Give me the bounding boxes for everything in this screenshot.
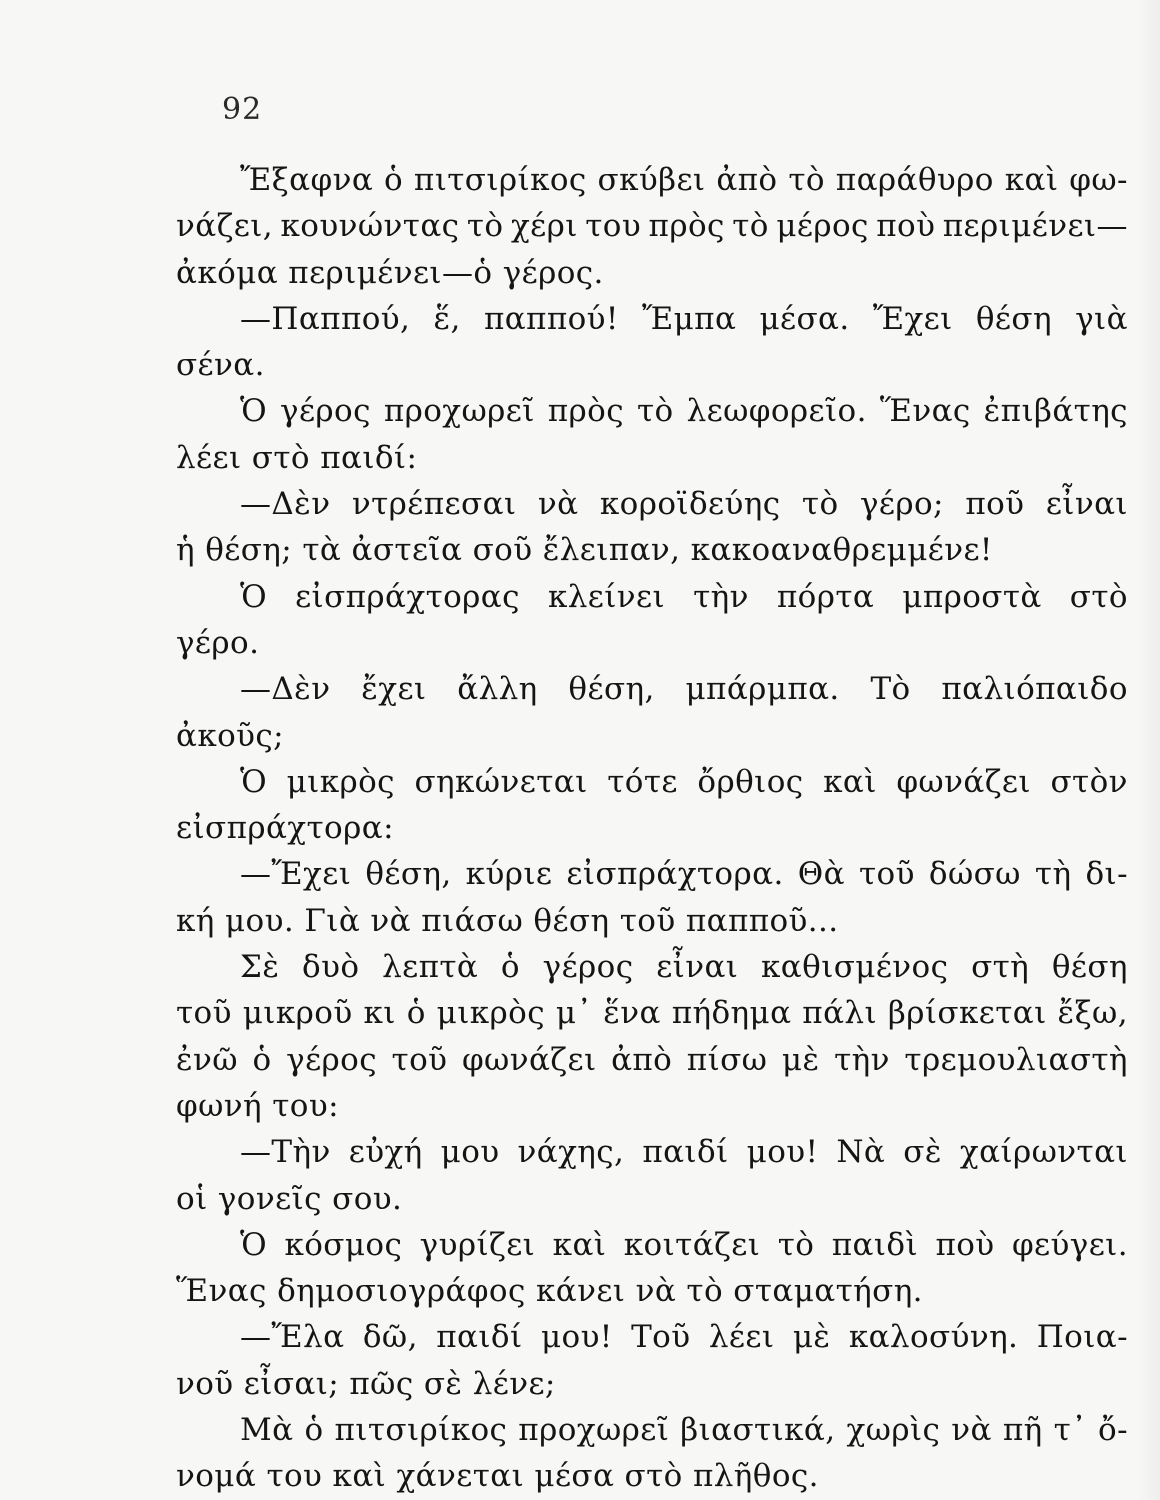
text-line: Ὁ μικρὸς σηκώνεται τότε ὄρθιος καὶ φωνάζει στὸν [240, 763, 1128, 800]
text-line: Ὁ εἰσπράχτορας κλείνει τὴν πόρτα μπροστὰ στὸ [240, 578, 1128, 615]
text-line: ἀκόμα περιμένει—ὁ γέρος. [176, 254, 604, 291]
body-text [176, 157, 1128, 1500]
text-line: ἀκοῦς; [176, 717, 285, 754]
text-line: —Παππού, ἕ, παππού! Ἔμπα μέσα. Ἔχει θέση γιὰ [240, 300, 1128, 337]
text-line: —Ἔλα δῶ, παιδί μου! Τοῦ λέει μὲ καλοσύνη. Ποια- [240, 1319, 1128, 1356]
text-line: Ἔξαφνα ὁ πιτσιρίκος σκύβει ἀπὸ τὸ παράθυρο καὶ φω- [240, 162, 1128, 198]
text-line: Σὲ δυὸ λεπτὰ ὁ γέρος εἶναι καθισμένος στὴ θέση [240, 949, 1128, 986]
paragraph-6 [176, 666, 1128, 759]
text-line: νοῦ εἶσαι; πῶς σὲ λένε; [176, 1365, 556, 1402]
text-line: νάζει, κουνώντας τὸ χέρι του πρὸς τὸ μέρος ποὺ περιμένει— [176, 208, 1128, 245]
text-line: Μὰ ὁ πιτσιρίκος προχωρεῖ βιαστικά, χωρὶς νὰ πῆ τ᾽ ὄ- [240, 1412, 1128, 1449]
page-edge-shadow [1138, 0, 1160, 1500]
text-line: Ὁ γέρος προχωρεῖ πρὸς τὸ λεωφορεῖο. Ἕνας ἐπιβάτης [240, 393, 1128, 430]
text-line: —Τὴν εὐχή μου νάχης, παιδί μου! Νὰ σὲ χαίρωνται [240, 1134, 1128, 1171]
text-line: λέει στὸ παιδί: [176, 439, 418, 476]
text-line: γέρο. [176, 624, 260, 661]
text-line: κή μου. Γιὰ νὰ πιάσω θέση τοῦ παπποῦ... [176, 902, 839, 939]
text-line: —Ἔχει θέση, κύριε εἰσπράχτορα. Θὰ τοῦ δώσω τὴ δι- [240, 856, 1128, 893]
text-line: —Δὲν ἔχει ἄλλη θέση, μπάρμπα. Τὸ παλιόπαιδο [240, 671, 1128, 708]
page-number: 92 [222, 92, 263, 127]
text-line: σένα. [176, 347, 265, 384]
text-line: —Δὲν ντρέπεσαι νὰ κοροϊδεύης τὸ γέρο; ποῦ εἶναι [240, 486, 1128, 523]
paragraph-12 [176, 1314, 1128, 1407]
paragraph-10 [176, 1129, 1128, 1222]
paragraph-5 [176, 574, 1128, 667]
paragraph-7 [176, 759, 1128, 852]
paragraph-9 [176, 944, 1128, 1129]
paragraph-2 [176, 296, 1128, 389]
paragraph-4 [176, 481, 1128, 574]
text-line: νομά του καὶ χάνεται μέσα στὸ πλῆθος. [176, 1458, 819, 1495]
text-line: ἐνῶ ὁ γέρος τοῦ φωνάζει ἀπὸ πίσω μὲ τὴν τρεμουλιαστὴ [176, 1041, 1128, 1078]
paragraph-3 [176, 388, 1128, 481]
text-line: Ἕνας δημοσιογράφος κάνει νὰ τὸ σταματήση. [176, 1273, 923, 1310]
text-line: φωνή του: [176, 1087, 339, 1124]
paragraph-11 [176, 1222, 1128, 1315]
paragraph-13 [176, 1407, 1128, 1500]
text-line: Ὁ κόσμος γυρίζει καὶ κοιτάζει τὸ παιδὶ ποὺ φεύγει. [240, 1226, 1128, 1263]
text-line: ἡ θέση; τὰ ἀστεῖα σοῦ ἔλειπαν, κακοαναθρεμμένε! [176, 532, 993, 569]
paragraph-1 [176, 157, 1128, 296]
paragraph-8 [176, 851, 1128, 944]
text-line: τοῦ μικροῦ κι ὁ μικρὸς μ᾽ ἕνα πήδημα πάλι βρίσκεται ἔξω, [176, 995, 1128, 1032]
text-line: οἱ γονεῖς σου. [176, 1180, 403, 1217]
text-line: εἰσπράχτορα: [176, 810, 394, 847]
